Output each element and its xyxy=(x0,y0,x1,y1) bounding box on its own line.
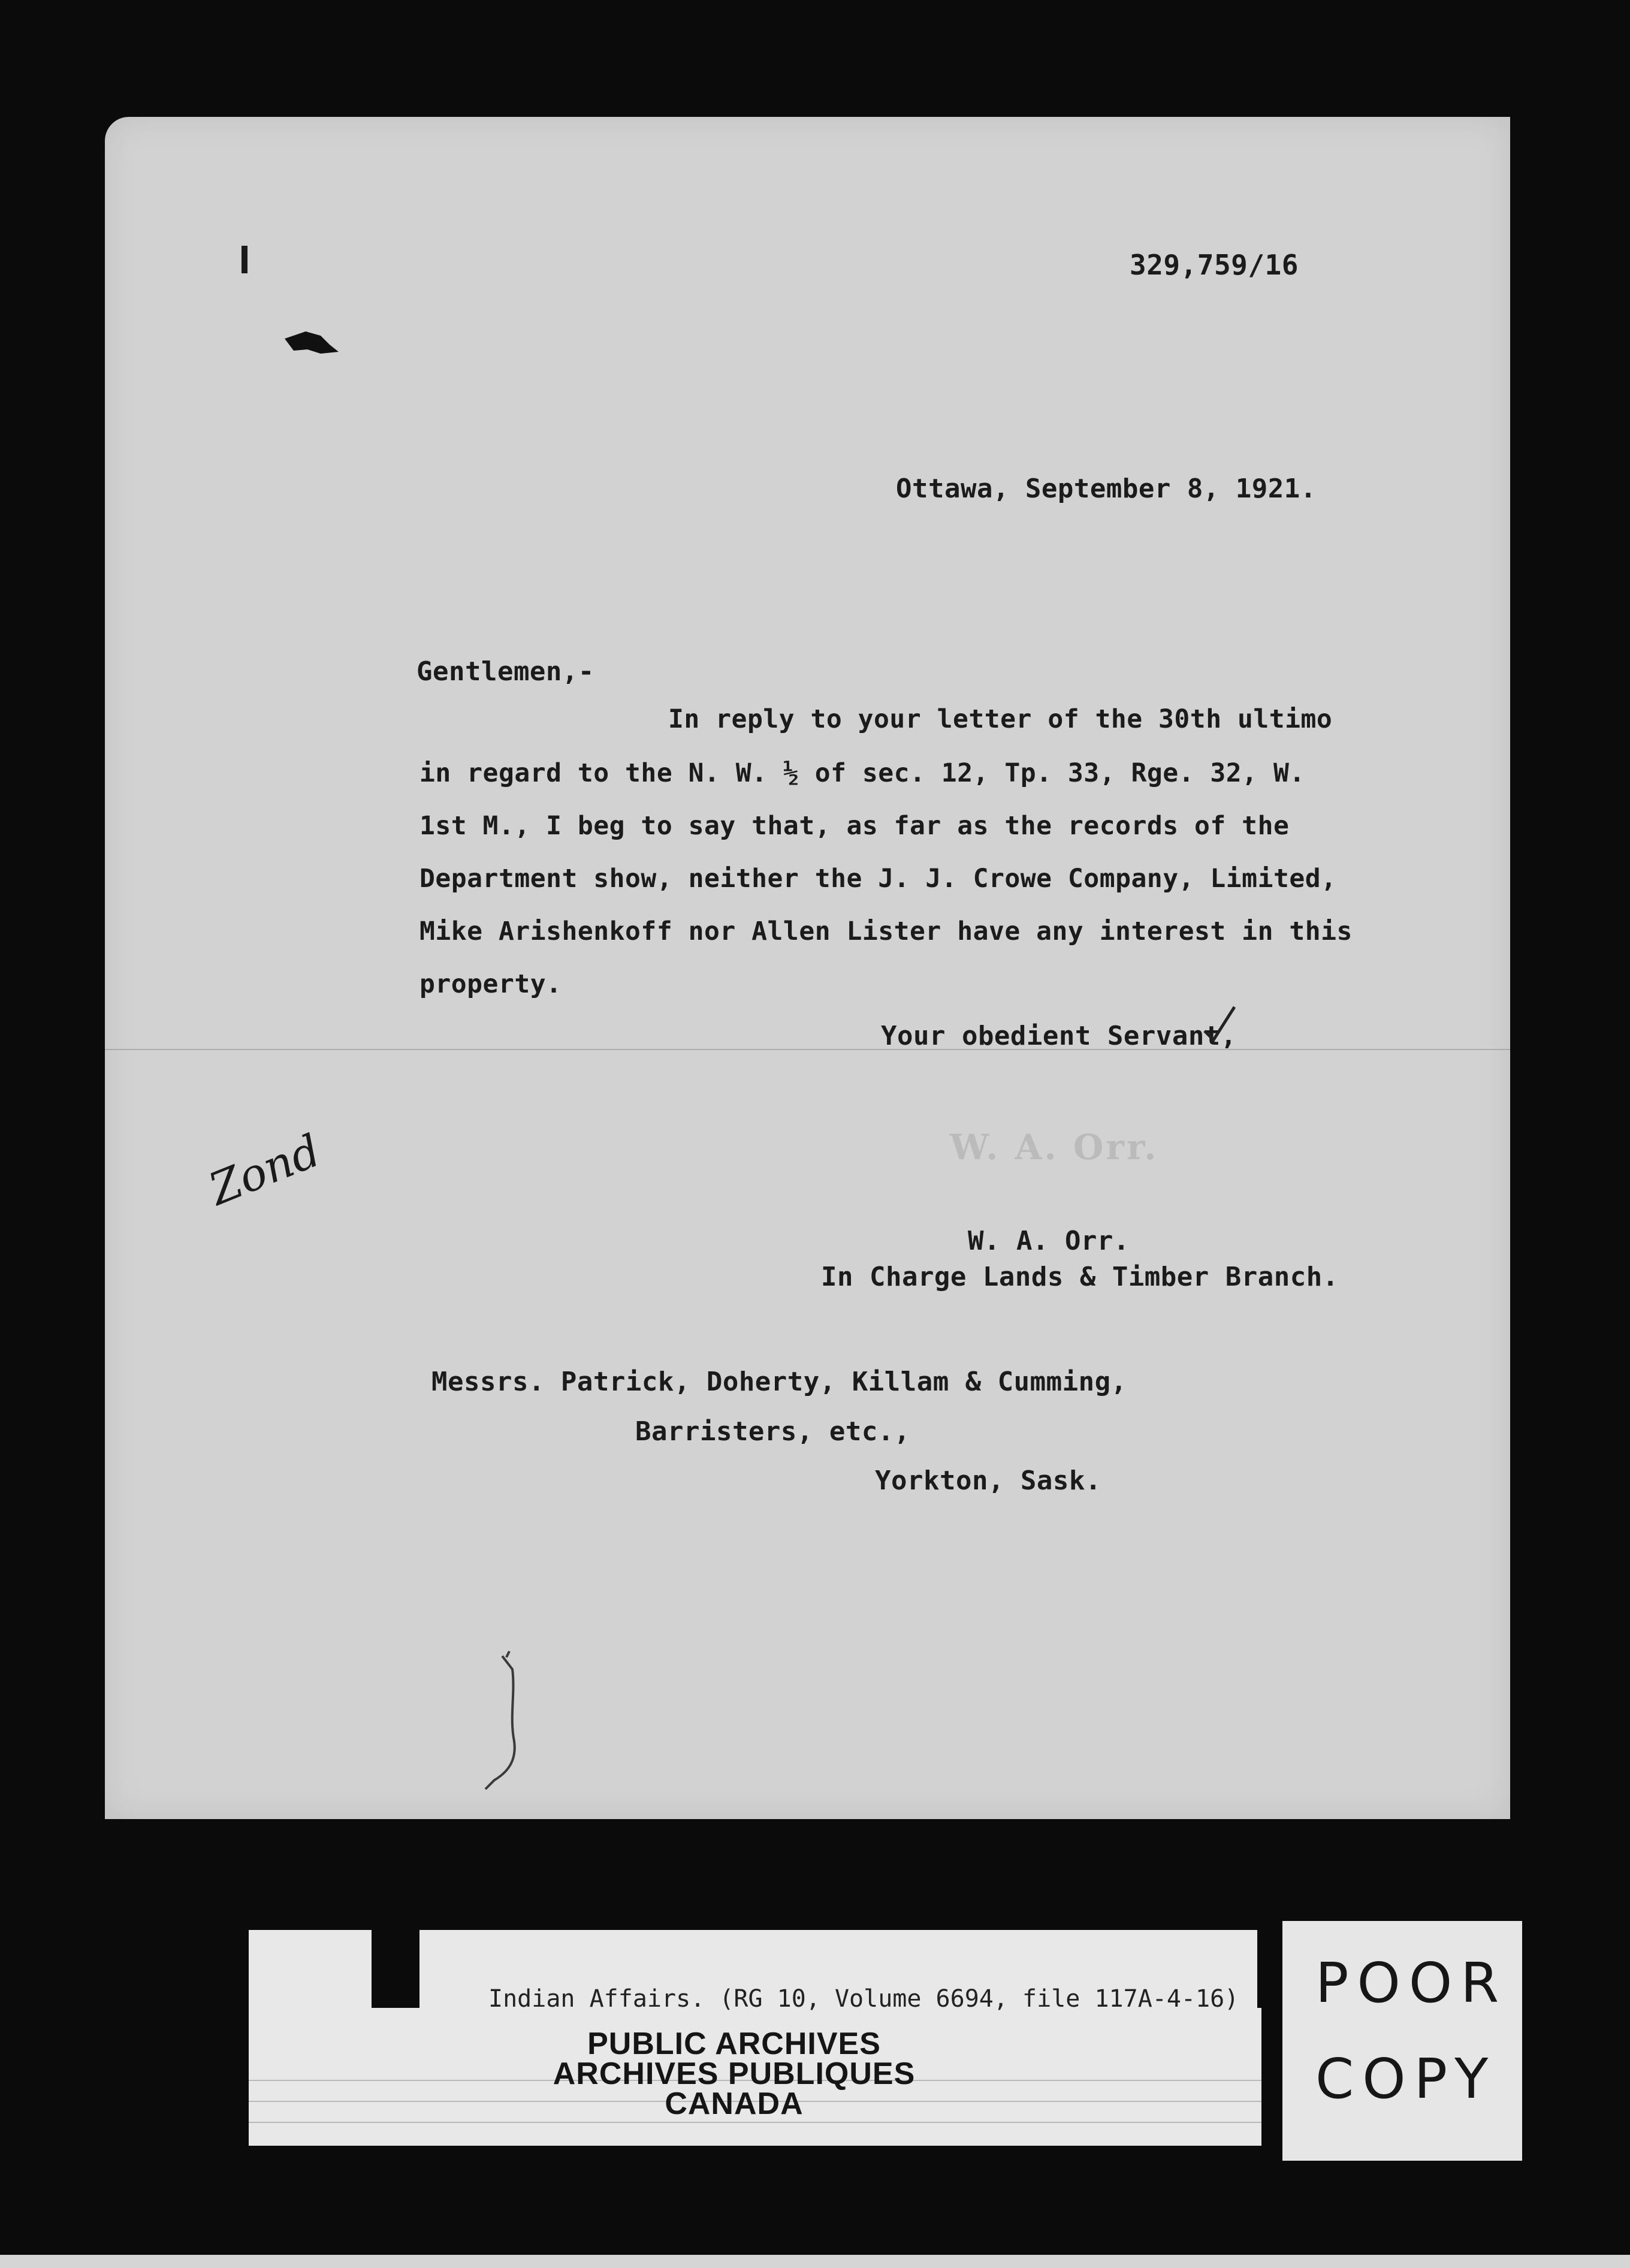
body-line: 1st M., I beg to say that, as far as the records of the xyxy=(419,811,1290,841)
archive-reference: Indian Affairs. (RG 10, Volume 6694, file 117A-4-16) xyxy=(488,1985,1239,2013)
body-line: Mike Arishenkoff nor Allen Lister have any interest in this xyxy=(419,916,1353,946)
bottom-strip xyxy=(0,2255,1630,2268)
label-tab-left xyxy=(372,1930,419,2008)
body-line: property. xyxy=(419,969,562,999)
body-line: in regard to the N. W. ½ of sec. 12, Tp. 33, Rge. 32, W. xyxy=(419,758,1305,788)
label-notch xyxy=(1257,1930,1276,2008)
signature-stamp: W. A. Orr. xyxy=(950,1127,1159,1168)
label-rule xyxy=(249,2122,1261,2123)
dateline: Ottawa, September 8, 1921. xyxy=(896,473,1317,504)
fold-line xyxy=(105,1049,1510,1050)
quality-line-poor: POOR xyxy=(1315,1951,1508,2015)
check-mark xyxy=(1202,1004,1237,1046)
margin-handwriting: Zond xyxy=(202,1124,328,1216)
archive-country: CANADA xyxy=(665,2086,804,2121)
addressee-line: Messrs. Patrick, Doherty, Killam & Cumming, xyxy=(431,1367,1127,1397)
archive-title-en: PUBLIC ARCHIVES xyxy=(587,2026,881,2061)
salutation: Gentlemen,- xyxy=(416,656,594,687)
quality-line-copy: COPY xyxy=(1315,2047,1497,2111)
quality-card xyxy=(1282,1921,1522,2161)
signatory-name: W. A. Orr. xyxy=(968,1226,1130,1256)
body-line: Department show, neither the J. J. Crowe Company, Limited, xyxy=(419,864,1337,894)
letter-sheet xyxy=(105,117,1510,1819)
addressee-line: Barristers, etc., xyxy=(635,1416,910,1447)
punch-mark xyxy=(240,246,252,276)
body-line: In reply to your letter of the 30th ultimo xyxy=(668,704,1333,734)
archive-title-fr: ARCHIVES PUBLIQUES xyxy=(553,2056,916,2091)
closing: Your obedient Servant, xyxy=(881,1021,1237,1051)
archive-label xyxy=(249,1930,1261,2146)
ink-blot xyxy=(279,321,345,369)
signatory-title: In Charge Lands & Timber Branch. xyxy=(821,1262,1339,1292)
pencil-mark xyxy=(473,1645,545,1801)
addressee-line: Yorkton, Sask. xyxy=(875,1465,1101,1496)
file-number: 329,759/16 xyxy=(1130,249,1299,281)
